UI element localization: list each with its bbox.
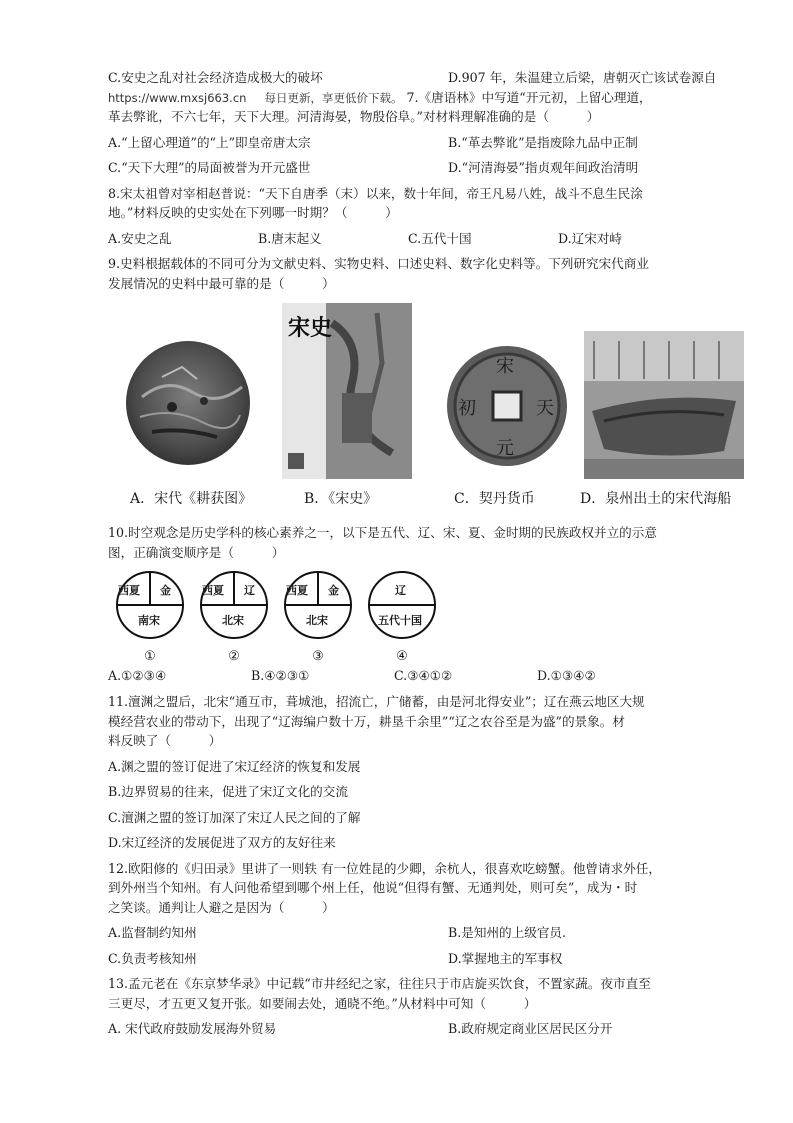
q10-option-d[interactable]: D.①③④② [537, 668, 596, 684]
q11-option-b[interactable]: B.边界贸易的往来，促进了宋辽文化的交流 [108, 784, 348, 800]
q8-option-a[interactable]: A.安史之乱 [108, 230, 172, 246]
q12-options-row-2 [108, 949, 733, 969]
diagram-circle-1 [112, 570, 188, 667]
circle1-top-right: 金 [160, 584, 171, 598]
q9-stem-2: 发展情况的史料中最可靠的是（ ） [108, 275, 335, 291]
q9-stem-1: 9.史料根据载体的不同可分为文献史料、实物史料、口述史料、数字化史料等。下列研究宋代商业 [108, 256, 649, 272]
circle2-top-left: 西夏 [202, 584, 224, 598]
circle3-top-left: 西夏 [286, 584, 308, 598]
circle2-bottom: 北宋 [222, 614, 244, 628]
prev-options-row [108, 68, 733, 88]
q10-option-a[interactable]: A.①②③④ [108, 668, 167, 684]
q10-stem-2: 图，正确演变顺序是（ ） [108, 544, 285, 560]
q13-stem-2: 三更尽，才五更又复开张。如要闹去处，通晓不绝。”从材料中可知（ ） [108, 995, 537, 1011]
q7-options-row-1 [108, 133, 733, 153]
q12-options-row-1 [108, 923, 733, 943]
diagram-circle-2 [196, 570, 272, 667]
caption-b: B．《宋史》 [304, 491, 378, 508]
q7-option-b[interactable]: B.“革去弊讹”是指废除九品中正制 [448, 134, 638, 150]
coin-char-left: 初 [458, 398, 476, 420]
circle2-top-right: 辽 [244, 584, 255, 598]
q12-stem-3: 之笑谈。通判让人避之是因为（ ） [108, 899, 335, 915]
q8-option-b[interactable]: B.唐末起义 [258, 230, 322, 246]
circle3-number: ③ [312, 649, 324, 664]
circle1-bottom: 南宋 [138, 614, 160, 628]
q7-option-c[interactable]: C.“天下大理”的局面被誉为开元盛世 [108, 160, 311, 176]
caption-d: D．泉州出土的宋代海船 [580, 491, 732, 508]
q13-options-row-1 [108, 1019, 733, 1039]
circle4-number: ④ [396, 649, 408, 664]
q12-stem-1: 12.欧阳修的《归田录》里讲了一则轶 有一位姓昆的少卿，余杭人，很喜欢吃螃蟹。他曾请求外任， [108, 860, 661, 876]
prev-option-d: D.907 年，朱温建立后梁，唐朝灭亡该试卷源自 [448, 70, 717, 85]
coin-char-top: 宋 [496, 356, 514, 378]
circle3-bottom: 北宋 [306, 614, 328, 628]
q7-option-a[interactable]: A.“上留心理道”的“上”即皇帝唐太宗 [108, 134, 311, 150]
circle1-top-left: 西夏 [118, 584, 140, 598]
circle4-bottom: 五代十国 [378, 614, 422, 628]
caption-a: A．宋代《耕获图》 [130, 491, 253, 508]
q11-stem-3: 料反映了（ ） [108, 733, 222, 749]
q12-option-d[interactable]: D.掌握地主的军事权 [448, 950, 563, 966]
figure-a-painting[interactable] [122, 337, 254, 475]
q8-stem-2: 地。”材料反映的史实处在下列哪一时期？（ ） [108, 205, 398, 221]
prev-option-c: C.安史之乱对社会经济造成极大的破坏 [108, 70, 323, 85]
figure-b-book[interactable] [282, 303, 412, 485]
q13-stem-1: 13.孟元老在《东京梦华录》中记载“市井经纪之家，往往只于市店旋买饮食，不置家蔬。夜市直至 [108, 976, 651, 992]
q10-option-b[interactable]: B.④②③① [251, 668, 310, 684]
q10-option-c[interactable]: C.③④①② [394, 668, 453, 684]
ship-photo-image [584, 331, 744, 479]
q7-stem: 革去弊讹，不六七年，天下大理。河清海晏，物殷俗阜。”对材料理解准确的是（ ） [108, 109, 600, 125]
q11-stem-1: 11.澶渊之盟后，北宋“通互市，葺城池，招流亡，广储蓄，由是河北得安业”；辽在燕云地区大规 [108, 694, 645, 709]
q8-options [108, 229, 733, 249]
q13-option-a[interactable]: A. 宋代政府鼓励发展海外贸易 [108, 1021, 277, 1037]
painting-image [122, 337, 254, 469]
circle1-number: ① [144, 649, 156, 664]
circle4-top: 辽 [395, 584, 406, 598]
q11-option-c[interactable]: C.澶渊之盟的签订加深了宋辽人民之间的了解 [108, 809, 361, 825]
diagram-circle-3 [280, 570, 356, 667]
q12-stem-2: 到外州当个知州。有人问他希望到哪个州上任，他说“但得有蟹、无通判处，则可矣”，成为・时 [108, 880, 638, 896]
coin-char-right: 天 [536, 398, 554, 420]
circle2-number: ② [228, 649, 240, 664]
watermark-line [108, 88, 733, 108]
q12-option-b[interactable]: B.是知州的上级官员. [448, 925, 567, 941]
figure-c-coin[interactable] [444, 343, 570, 475]
caption-c: C．契丹货币 [454, 491, 535, 508]
q10-stem-1: 10.时空观念是历史学科的核心素养之一，以下是五代、辽、宋、夏、金时期的民族政权并立的示意 [108, 525, 657, 541]
q11-option-d[interactable]: D.宋辽经济的发展促进了双方的友好往来 [108, 835, 336, 851]
q7-options-row-2 [108, 158, 733, 178]
source-note: 每日更新，享更低价下载。 [264, 90, 403, 105]
q8-option-d[interactable]: D.辽宋对峙 [558, 230, 623, 246]
q9-figures [108, 303, 733, 517]
figure-d-ship[interactable] [584, 331, 744, 485]
q10-options [108, 666, 733, 686]
book-title: 宋史 [288, 315, 333, 342]
q12-option-a[interactable]: A.监督制约知州 [108, 925, 197, 941]
q8-option-c[interactable]: C.五代十国 [408, 230, 472, 246]
q7-stem-start: 7.《唐语林》中写道“开元初，上留心理道， [406, 89, 652, 105]
source-url[interactable]: https://www.mxsj663.cn [108, 90, 247, 105]
q11-option-a[interactable]: A.渊之盟的签订促进了宋辽经济的恢复和发展 [108, 758, 361, 774]
q7-option-d[interactable]: D.“河清海晏”指贞观年间政治清明 [448, 160, 639, 176]
circle3-top-right: 金 [328, 584, 339, 598]
q13-option-b[interactable]: B.政府规定商业区居民区分开 [448, 1021, 613, 1037]
diagram-circle-4 [364, 570, 440, 667]
q8-stem-1: 8.宋太祖曾对宰相赵普说：“天下自唐季（末）以来，数十年间，帝王凡易八姓，战斗不息生民涂 [108, 185, 643, 201]
coin-char-bottom: 元 [496, 438, 514, 460]
q11-stem-2: 模经营农业的带动下，出现了“辽海编户数十万，耕垦千余里”“辽之农谷至是为盛”的景象。材 [108, 713, 625, 729]
q12-option-c[interactable]: C.负责考核知州 [108, 950, 197, 966]
q10-diagram [108, 570, 733, 662]
